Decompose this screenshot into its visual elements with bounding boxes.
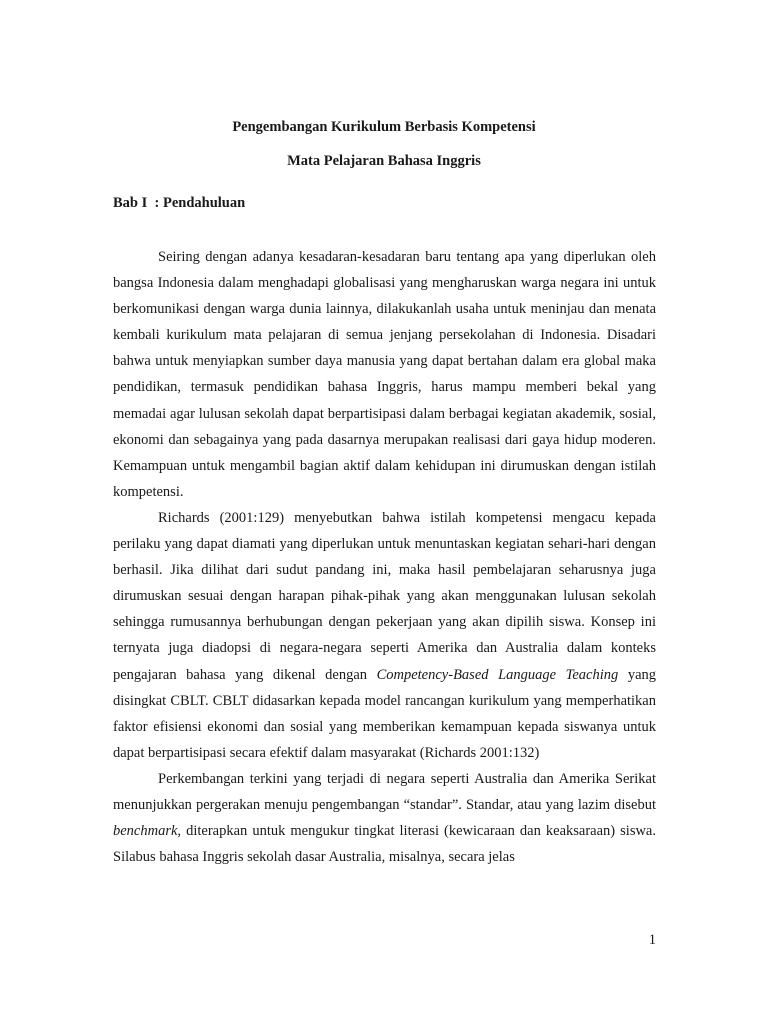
paragraph-3-italic-term: benchmark, <box>113 823 182 840</box>
paragraph-3-text-a: Perkembangan terkini yang terjadi di negara seperti Australia dan Amerika Serikat menunjukkan pergerakan menuju pengembangan “standar”. Standar, atau yang lazim disebut <box>113 770 656 813</box>
document-title <box>113 110 655 178</box>
paragraph-2 <box>113 505 656 766</box>
page-number: 1 <box>648 932 656 948</box>
paragraph-1 <box>113 244 656 505</box>
title-line-1: Pengembangan Kurikulum Berbasis Kompetensi <box>232 119 536 135</box>
paragraph-3 <box>113 766 656 870</box>
paragraph-1-text: Seiring dengan adanya kesadaran-kesadaran baru tentang apa yang diperlukan oleh bangsa Indonesia dalam menghadapi globalisasi yang mengharuskan warga negara ini untuk berkomunikasi dengan warga dunia lainnya, dilakukanlah usaha untuk meninjau dan menata kembali kurikulum mata pelajaran di semua jenjang persekolahan di Indonesia. Disadari bahwa untuk menyiapkan sumber daya manusia yang dapat bertahan dalam era global maka pendidikan, termasuk pendidikan bahasa Inggris, harus mampu memberi bekal yang memadai agar lulusan sekolah dapat berpartisipasi dalam berbagai kegiatan akademik, sosial, ekonomi dan sebagainya yang pada dasarnya merupakan realisasi dari gaya hidup moderen. Kemampuan untuk mengambil bagian aktif dalam kehidupan ini dirumuskan dengan istilah kompetensi. <box>113 249 656 500</box>
paragraph-2-italic-term: Competency-Based Language Teaching <box>376 666 619 683</box>
paragraph-2-text-b: yang disingkat CBLT. CBLT didasarkan kepada model rancangan kurikulum yang memperhatikan faktor efisiensi ekonomi dan sosial yang memberikan kemampuan kepada siswanya untuk dapat berpartisipasi secara efektif dalam masyarakat (Richards 2001:132) <box>113 666 657 761</box>
body-text <box>113 244 656 870</box>
paragraph-2-text-a: Richards (2001:129) menyebutkan bahwa istilah kompetensi mengacu kepada perilaku yang dapat diamati yang diperlukan untuk menuntaskan kegiatan sehari-hari dengan berhasil. Jika dilihat dari sudut pandang ini, maka hasil pembelajaran seharusnya juga dirumuskan sesuai dengan harapan pihak-pihak yang akan menggunakan lulusan sekolah sehingga rumusannya berhubungan dengan pekerjaan yang akan dipilih siswa. Konsep ini ternyata juga diadopsi di negara-negara seperti Amerika dan Australia dalam konteks pengajaran bahasa yang dikenal dengan <box>113 509 656 683</box>
paragraph-3-text-b: diterapkan untuk mengukur tingkat literasi (kewicaraan dan keaksaraan) siswa. Silabus bahasa Inggris sekolah dasar Australia, misalnya, secara jelas <box>113 823 656 866</box>
chapter-heading: Bab I : Pendahuluan <box>113 195 246 211</box>
title-line-2: Mata Pelajaran Bahasa Inggris <box>287 153 481 169</box>
